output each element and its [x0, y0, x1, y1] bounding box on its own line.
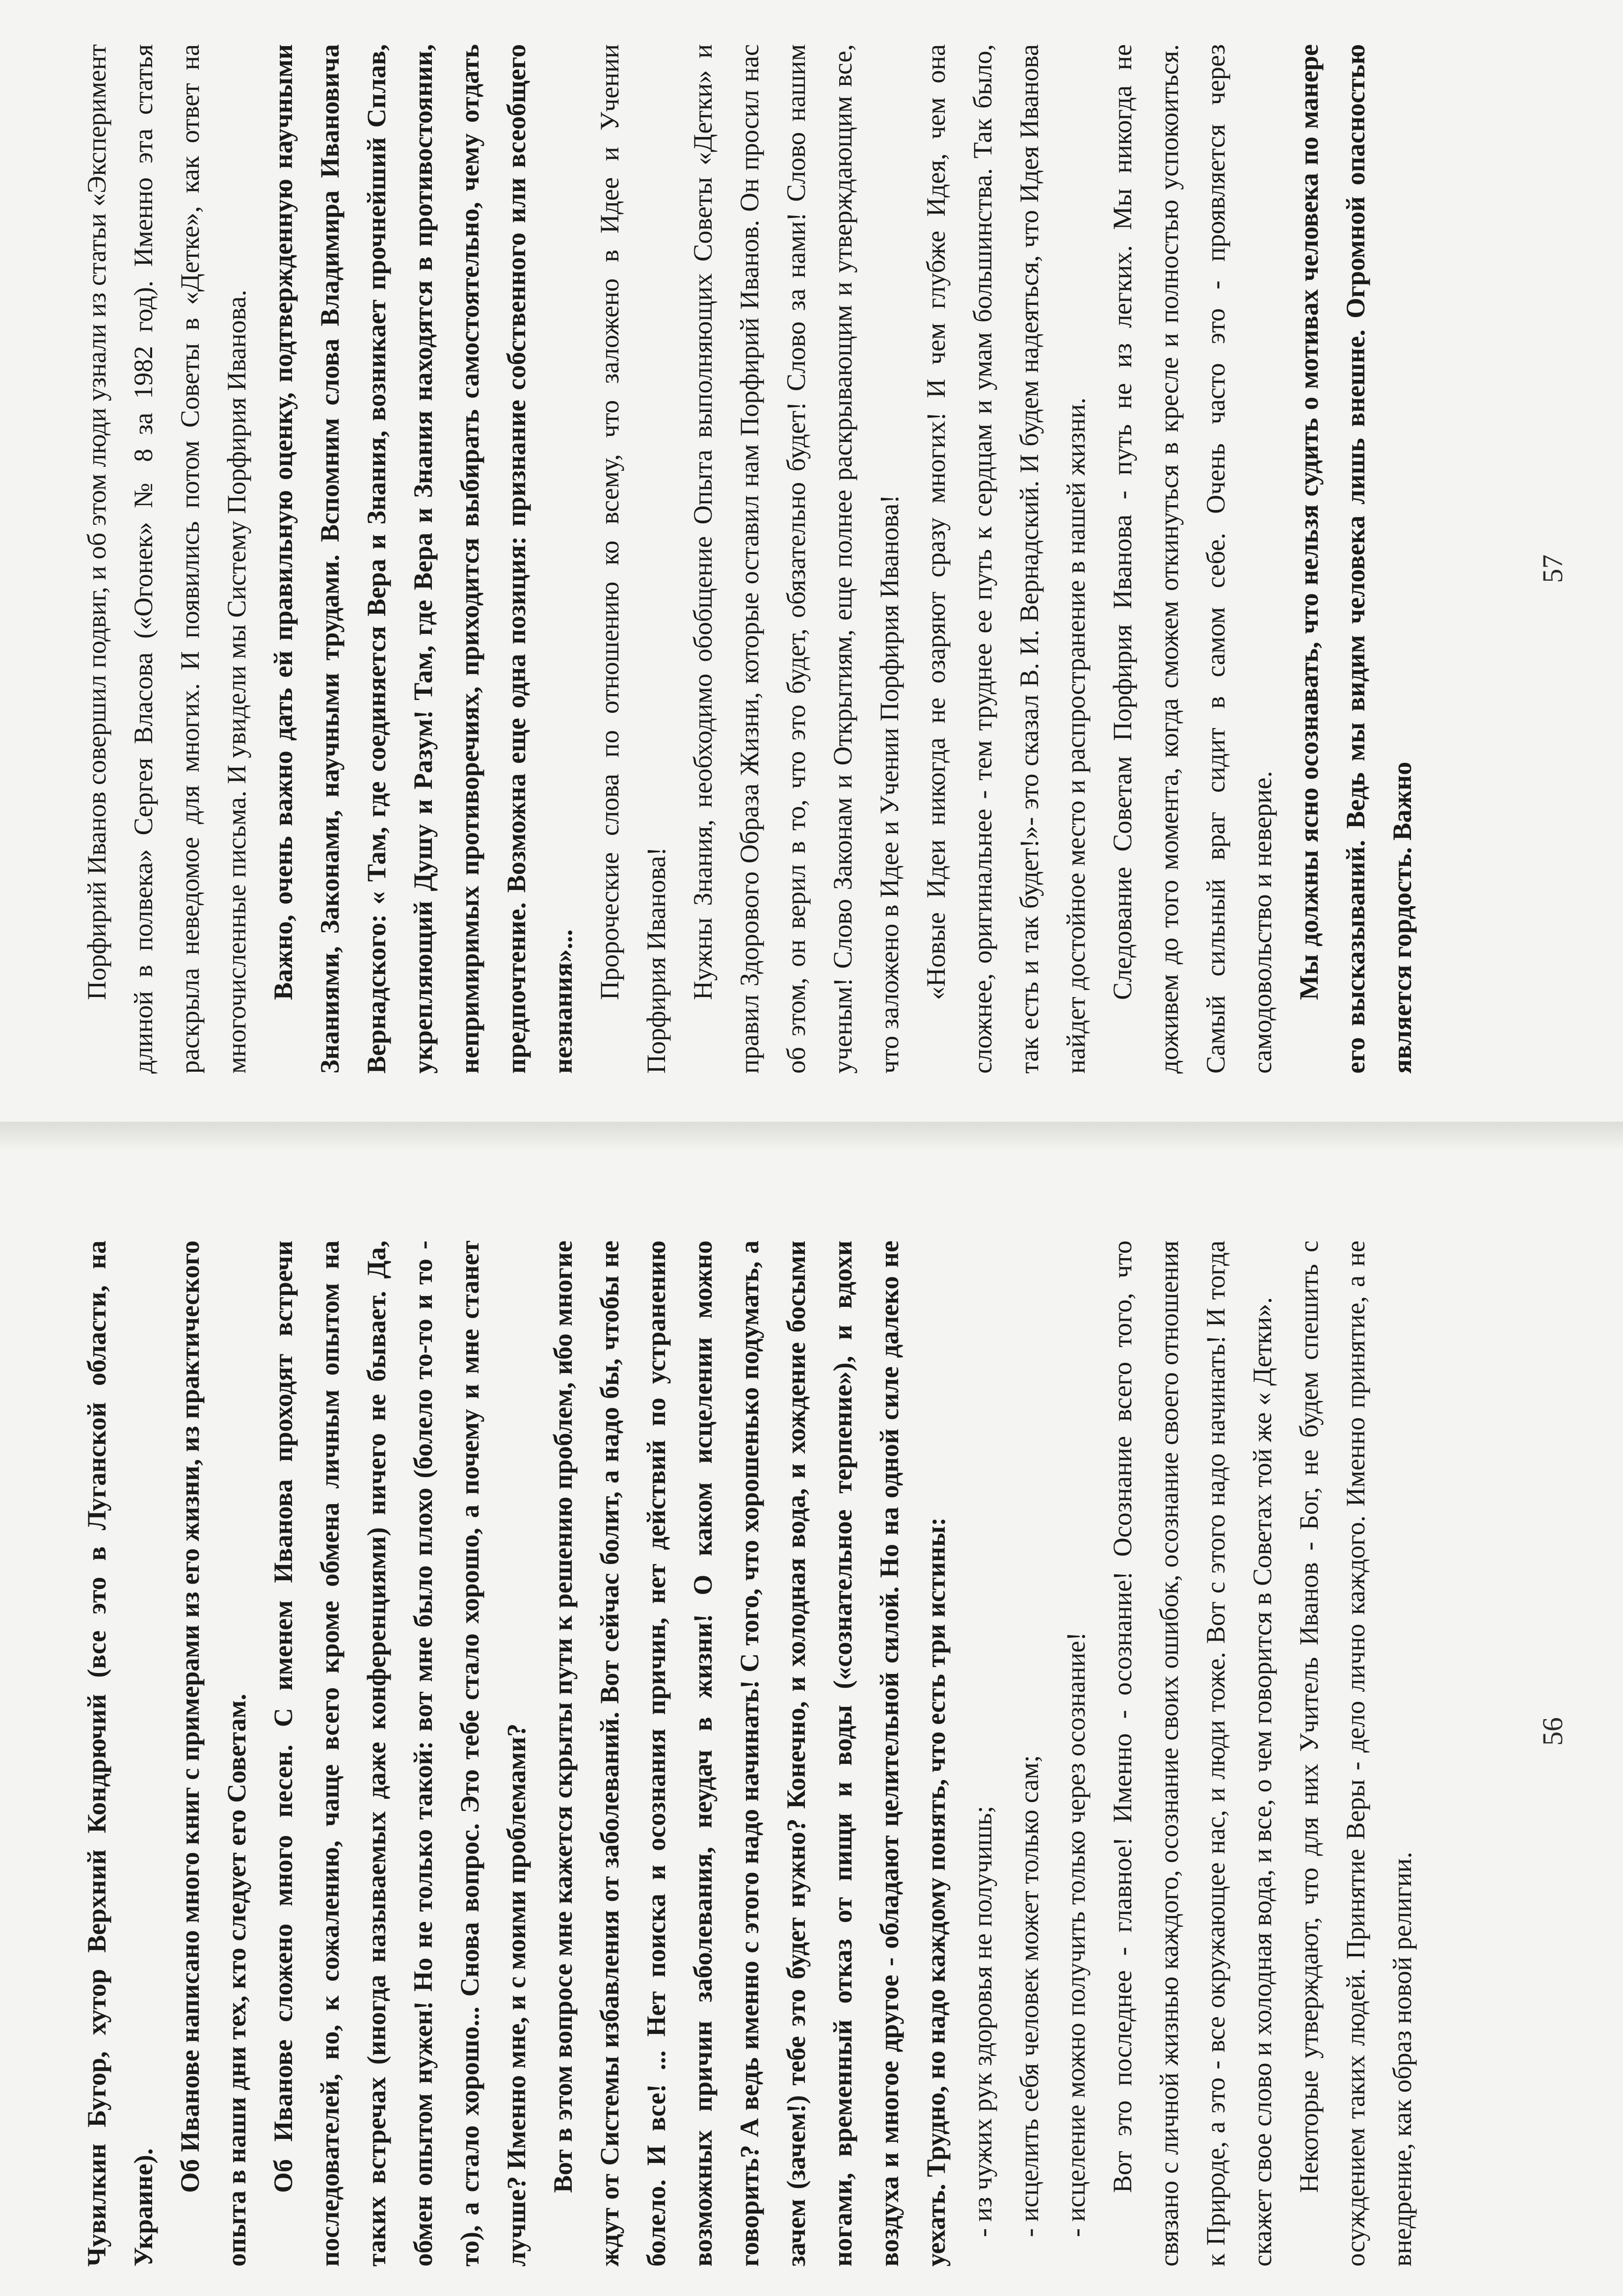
paragraph: «Новые Идеи никогда не озаряют сразу многих! И чем глубже Идея, чем она сложнее, оригинальнее - тем труднее ее путь к сердцам и умам большинства. Так было, так есть и так будет!»- это сказал В. И. Вернадский. И будем надеяться, что Идея Иванова найдет достойное место и распространение в нашей жизни. [921, 44, 1091, 1074]
page-number: 57 [1537, 554, 1569, 583]
page-number: 56 [1537, 1717, 1569, 1746]
left-page [0, 1167, 1623, 2296]
paragraph: Нужны Знания, необходимо обобщение Опыта выполняющих Советы «Детки» и правил Здорового Образа Жизни, которые оставил нам Порфирий Иванов. Он просил нас об этом, он верил в то, что это будет, обязательно будет! Слово за нами! Слово нашим ученым! Слово Законам и Открытиям, еще полнее раскрывающим и утверждающим все, что заложено в Идее и Учении Порфирия Иванова! [688, 44, 904, 1074]
list-item: - исцелить себя человек может только сам; [1014, 1755, 1044, 2237]
list-item: - из чужих рук здоровья не получишь; [968, 1806, 997, 2237]
left-page-text [74, 1241, 1426, 2267]
paragraph: Следование Советам Порфирия Иванова - путь не из легких. Мы никогда не доживем до того момента, когда сможем откинуться в кресле и полностью успокоиться. Самый сильный враг сидит в самом себе. Очень часто это - проявляется через самодовольство и неверие. [1108, 44, 1277, 1074]
paragraph: Чувилкин Бугор, хутор Верхний Кондрючий (все это в Луганской области, на Украине). [82, 1241, 158, 2267]
right-page-text [74, 44, 1426, 1074]
list-item: - исцеление можно получить только через осознание! [1061, 1632, 1091, 2237]
paragraph: Вот это последнее - главное! Именно - осознание! Осознание всего того, что связано с личной жизнью каждого, осознание своих ошибок, осознание своего отношения к Природе, а это - все окружающее нас, и люди тоже. Вот с этого надо начинать! И тогда скажет свое слово и холодная вода, и все, о чем говорится в Советах той же « Детки». [1108, 1241, 1277, 2267]
paragraph: Некоторые утверждают, что для них Учитель Иванов - Бог, не будем спешить с осуждением таких людей. Принятие Веры - дело лично каждого. Именно принятие, а не внедрение, как образ новой религии. [1294, 1241, 1417, 2267]
paragraph: Об Иванове написано много книг с примерами из его жизни, из практического опыта в наши дни тех, кто следует его Советам. [175, 1241, 251, 2267]
paragraph: Порфирий Иванов совершил подвиг, и об этом люди узнали из статьи «Эксперимент длиной в полвека» Сергея Власова («Огонек» № 8 за 1982 год). Именно эта статья раскрыла неведомое для многих. И появились потом Советы в «Детке», как ответ на многочисленные письма. И увидели мы Систему Порфирия Иванова. [82, 44, 251, 1074]
paragraph: Об Иванове сложено много песен. С именем Иванова проходят встречи последователей, но, к сожалению, чаще всего кроме обмена личным опытом на таких встречах (иногда называемых даже конференциями) ничего не бывает. Да, обмен опытом нужен! Но не только такой: вот мне было плохо (болело то-то и то - то), а стало хорошо... Снова вопрос. Это тебе стало хорошо, а почему и мне станет лучше? Именно мне, и с моими проблемами? [268, 1241, 531, 2267]
right-page [0, 0, 1623, 1137]
paragraph: Вот в этом вопросе мне кажется скрыты пути к решению проблем, ибо многие ждут от Системы избавления от заболеваний. Вот сейчас болит, а надо бы, чтобы не болело. И все! ... Нет поиска и осознания причин, нет действий по устранению возможных причин заболевания, неудач в жизни! О каком исцелении можно говорить? А ведь именно с этого надо начинать! С того, что хорошенько подумать, а зачем (зачем!) тебе это будет нужно? Конечно, и холодная вода, и хождение босыми ногами, временный отказ от пищи и воды («сознательное терпение»), и вдохи воздуха и многое другое - обладают целительной силой. Но на одной силе далеко не уехать. Трудно, но надо каждому понять, что есть три истины: [548, 1241, 951, 2267]
paragraph: Пророческие слова по отношению ко всему, что заложено в Идее и Учении Порфирия Иванова! [595, 44, 671, 1074]
paragraph: Важно, очень важно дать ей правильную оценку, подтвержденную научными Знаниями, Законами, научными трудами. Вспомним слова Владимира Ивановича Вернадского: « Там, где соединяется Вера и Знания, возникает прочнейший Сплав, укрепляющий Душу и Разум! Там, где Вера и Знания находятся в противостоянии, непримиримых противоречиях, приходится выбирать самостоятельно, чему отдать предпочтение. Возможна еще одна позиция: признание собственного или всеобщего незнания»... [268, 44, 578, 1074]
paragraph: Мы должны ясно осознавать, что нельзя судить о мотивах человека по манере его высказываний. Ведь мы видим человека лишь внешне. Огромной опасностью является гордость. Важно [1294, 44, 1417, 1074]
